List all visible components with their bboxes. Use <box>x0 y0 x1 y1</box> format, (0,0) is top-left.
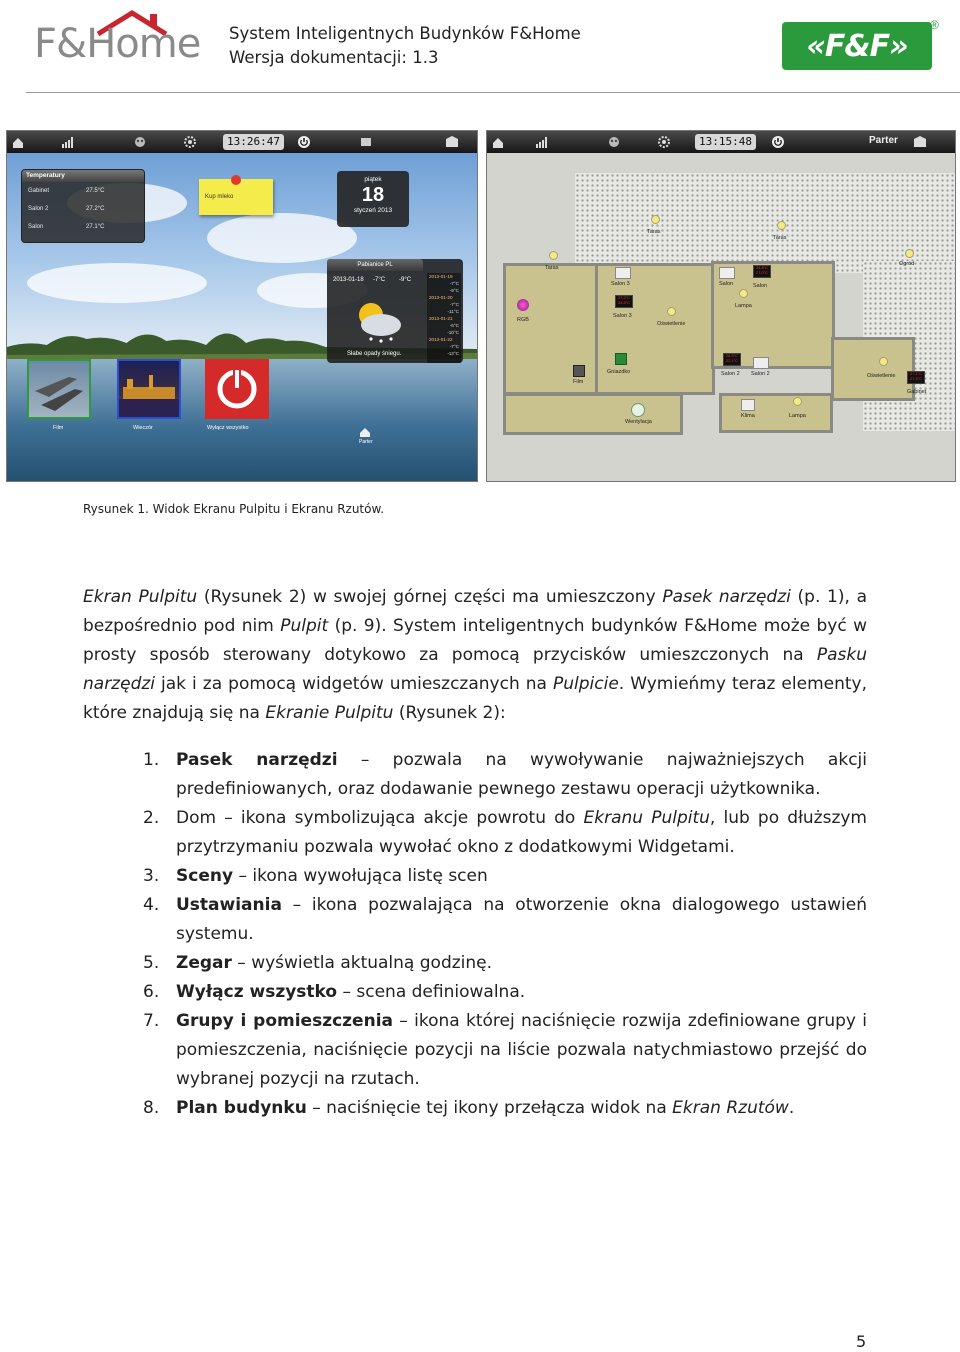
list-item: 4. Ustawiania – ikona pozwalająca na otworzenie okna dialogowego ustawień systemu. <box>143 895 867 944</box>
clock: 13:26:47 <box>223 134 284 150</box>
weather-forecast: 2013-01-19 -7°C -9°C 2013-01-20 -7°C -11°C 2013-01-21 -6°C -10°C 2013-01-22 -7°C -13°C <box>427 273 461 363</box>
settings-gear-icon[interactable] <box>183 135 197 149</box>
weather-location: Pabianice PL <box>327 259 423 271</box>
rgb-light-icon[interactable] <box>517 299 529 311</box>
plan-label: Taras <box>773 235 787 241</box>
home-icon[interactable] <box>11 135 25 149</box>
list-item: 6. Wyłącz wszystko – scena definiowalna. <box>143 982 526 1002</box>
temperature-display[interactable]: 27.1°C 27.5°C <box>907 371 925 384</box>
pin-icon <box>231 175 241 185</box>
plan-label: Gniazdko <box>607 369 631 375</box>
plan-label: Salon 2 <box>751 371 770 377</box>
signal-icon[interactable] <box>535 135 549 149</box>
list-item: 8. Plan budynku – naciśnięcie tej ikony przełącza widok na Ekran Rzutów. <box>143 1098 795 1118</box>
document-version: Wersja dokumentacji: 1.3 <box>229 48 439 67</box>
plan-label: Ogród <box>899 261 915 267</box>
plan-label: Lampa <box>735 303 752 309</box>
plan-label: Taras <box>647 229 661 235</box>
figure-caption: Rysunek 1. Widok Ekranu Pulpitu i Ekranu Rzutów. <box>83 502 385 516</box>
home-icon[interactable] <box>491 135 505 149</box>
plan-label: Salon 3 <box>611 281 630 287</box>
scene-tile-wieczor[interactable] <box>117 359 181 419</box>
building-plan-icon[interactable] <box>445 135 459 149</box>
floor-plan-screenshot <box>486 130 956 482</box>
scenes-icon[interactable] <box>133 135 147 149</box>
list-item: 5. Zegar – wyświetla aktualną godzinę. <box>143 953 493 973</box>
sticky-note-widget[interactable] <box>199 179 273 215</box>
air-conditioner-icon[interactable] <box>719 267 735 279</box>
fhome-logo-text: F&Home <box>34 21 201 67</box>
ff-logo-text: «F&F» <box>806 28 908 64</box>
scene-label: Film <box>53 425 64 431</box>
power-off-icon[interactable] <box>297 135 311 149</box>
room[interactable] <box>831 337 915 401</box>
plan-label: Salon <box>719 281 734 287</box>
weather-temp-night: -9°C <box>399 277 412 283</box>
lamp-icon[interactable] <box>667 307 676 316</box>
temperature-widget-title: Temperatury <box>22 170 144 182</box>
toolbar <box>487 131 955 153</box>
evening-city-image <box>119 361 179 417</box>
film-icon[interactable] <box>573 365 585 377</box>
fan-icon[interactable] <box>631 403 645 417</box>
lamp-icon[interactable] <box>651 215 660 224</box>
power-off-icon[interactable] <box>771 135 785 149</box>
desktop-screenshot <box>6 130 478 482</box>
room[interactable] <box>503 393 683 435</box>
calendar-month: styczeń 2013 <box>353 207 393 214</box>
room[interactable] <box>719 393 833 433</box>
clock: 13:15:48 <box>695 134 756 150</box>
scenes-icon[interactable] <box>607 135 621 149</box>
air-conditioner-icon[interactable] <box>753 357 769 369</box>
temperature-row: Salon 27.1°C <box>28 224 105 230</box>
plan-label: Salon 2 <box>721 371 740 377</box>
temperature-row: Gabinet 27.5°C <box>28 188 105 194</box>
temperature-row: Salon 2 27.2°C <box>28 206 105 212</box>
list-item: 3. Sceny – ikona wywołująca listę scen <box>143 866 488 886</box>
floor-selector[interactable]: Parter <box>869 135 898 146</box>
note-text: Kup mleko <box>205 194 234 200</box>
document-title <box>229 22 581 70</box>
document-title-line1: System Inteligentnych Budynków F&Home <box>229 24 581 43</box>
plan-label: Film <box>573 379 584 385</box>
home-widget-label: Parter <box>359 439 373 445</box>
terrace-area <box>575 173 956 273</box>
toolbar <box>7 131 477 153</box>
plan-label: Taras <box>545 265 559 271</box>
calendar-widget[interactable] <box>337 171 409 227</box>
intro-paragraph: Ekran Pulpitu (Rysunek 2) w swojej górnej części ma umieszczony Pasek narzędzi (p. 1), a bezpośrednio pod nim Pulpit (p. 9). System inteligentnych budynków F&Home może być w prosty sposób sterowany dotykowo za pomocą przycisków umieszczonych na Pasku narzędzi jak i za pomocą widgetów umieszczanych na Pulpicie. Wymieńmy teraz elementy, które znajdują się na Ekranie Pulpitu (Rysunek 2): <box>83 587 868 723</box>
weather-description: Słabe opady śniegu. <box>347 351 402 357</box>
header-divider <box>26 92 960 93</box>
list-item: 2. Dom – ikona symbolizująca akcje powrotu do Ekranu Pulpitu, lub po dłuższym przytrzymaniu pozwala wywołać okno z dodatkowymi Widgetami. <box>143 808 867 857</box>
weather-date: 2013-01-18 <box>333 277 364 283</box>
calendar-day: 18 <box>361 184 385 206</box>
lamp-icon[interactable] <box>879 357 888 366</box>
temperature-display[interactable]: 24.8°C 27.0°C <box>753 265 771 278</box>
plan-label: Klima <box>741 413 755 419</box>
lamp-icon[interactable] <box>777 221 786 230</box>
plan-label: Lampa <box>789 413 806 419</box>
plan-label: Wentylacja <box>625 419 652 425</box>
scene-tile-film[interactable] <box>27 359 91 419</box>
plan-label: Salon <box>753 283 768 289</box>
temperature-display[interactable]: 26.9°C 22.1°C <box>723 353 741 366</box>
groups-rooms-icon[interactable] <box>359 135 373 149</box>
lamp-icon[interactable] <box>793 397 802 406</box>
weather-temp-day: -7°C <box>373 277 386 283</box>
calendar-day-name: piątek <box>364 176 382 183</box>
elements-list <box>143 746 867 1123</box>
plan-label: RGB <box>517 317 529 323</box>
list-item: 7. Grupy i pomieszczenia – ikona której naciśnięcie rozwija zdefiniowane grupy i pomieszczenia, naciśnięcie pozycji na liście pozwala natychmiastowo przejść do wybranej pozycji na rzutach. <box>143 1011 867 1089</box>
weather-widget[interactable] <box>327 259 463 363</box>
lamp-icon[interactable] <box>549 251 558 260</box>
registered-mark: ® <box>930 18 939 32</box>
scene-label: Wieczór <box>133 425 153 431</box>
temperature-widget[interactable] <box>21 169 145 243</box>
air-conditioner-icon[interactable] <box>615 267 631 279</box>
fighter-jets-image <box>29 361 89 417</box>
power-button-icon <box>207 361 267 417</box>
ff-logo <box>782 18 942 72</box>
signal-icon[interactable] <box>61 135 75 149</box>
page-number: 5 <box>856 1332 867 1351</box>
lamp-icon[interactable] <box>905 249 914 258</box>
air-conditioner-icon[interactable] <box>741 399 755 411</box>
temperature-display[interactable]: 27.2°C 24.8°C <box>615 295 633 308</box>
plan-label: Oświetlenie <box>867 373 896 379</box>
home-widget-icon[interactable] <box>359 427 371 437</box>
plan-label: Oświetlenie <box>657 321 686 327</box>
settings-gear-icon[interactable] <box>657 135 671 149</box>
building-plan-icon[interactable] <box>913 135 927 149</box>
plan-label: Salon 3 <box>613 313 632 319</box>
snow-cloud-icon <box>347 295 407 345</box>
lamp-icon[interactable] <box>739 289 748 298</box>
scene-label: Wyłącz wszystko <box>207 425 249 431</box>
list-item: 1. Pasek narzędzi – pozwala na wywoływanie najważniejszych akcji predefiniowanych, oraz dodawanie pewnego zestawu operacji użytkownika. <box>143 750 867 799</box>
socket-icon[interactable] <box>615 353 627 365</box>
fhome-logo <box>34 6 199 66</box>
plan-label: Gabinet <box>907 389 927 395</box>
scene-tile-wylacz-wszystko[interactable] <box>205 359 269 419</box>
